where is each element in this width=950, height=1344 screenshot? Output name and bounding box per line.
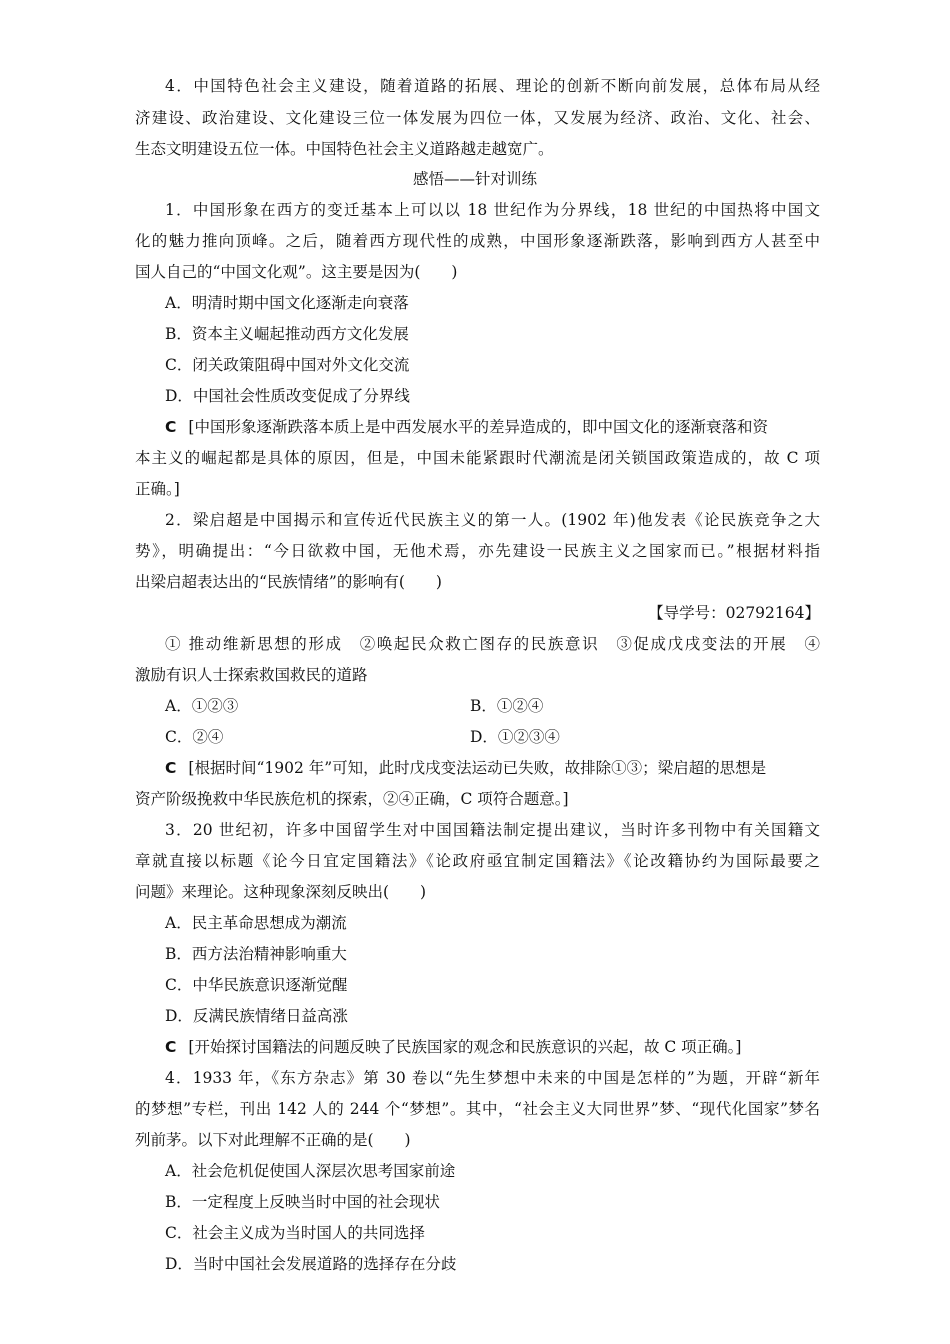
q1-stem-line: 化的魅力推向顶峰。之后，随着西方现代性的成熟，中国形象逐渐跌落，影响到西方人甚至中 [135, 232, 820, 250]
q2-option-c: C．②④ [165, 728, 224, 746]
q1-stem-line: 1．中国形象在西方的变迁基本上可以以 18 世纪作为分界线，18 世纪的中国热将中国文 [165, 201, 820, 219]
q2-stem-line: 出梁启超表达出的“民族情绪”的影响有( ) [135, 573, 442, 591]
q3-option-b: B．西方法治精神影响重大 [165, 945, 347, 963]
q2-stem-line: 2．梁启超是中国揭示和宣传近代民族主义的第一人。(1902 年)他发表《论民族竞争之大 [165, 511, 820, 529]
intro-line: 生态文明建设五位一体。中国特色社会主义道路越走越宽广。 [135, 140, 554, 158]
q2-explain-line: [根据时间“1902 年”可知，此时戊戌变法运动已失败，故排除①③；梁启超的思想是 [188, 759, 767, 777]
q1-answer-line [165, 411, 850, 443]
q2-answer-line [165, 752, 850, 784]
q2-option-d: D．①②③④ [470, 728, 560, 746]
q4-option-d: D．当时中国社会发展道路的选择存在分歧 [165, 1255, 457, 1273]
q4-option-b: B．一定程度上反映当时中国的社会现状 [165, 1193, 440, 1211]
q3-explain-line: [开始探讨国籍法的问题反映了民族国家的观念和民族意识的兴起，故 C 项正确。] [188, 1038, 742, 1056]
q4-option-c: C．社会主义成为当时国人的共同选择 [165, 1224, 425, 1242]
q2-items-line: 激励有识人士探索救国救民的道路 [135, 666, 368, 684]
q2-answer: C [165, 759, 177, 777]
section-title: 感悟——针对训练 [412, 170, 537, 188]
q2-explain-line: 资产阶级挽救中华民族危机的探索，②④正确，C 项符合题意。] [135, 790, 569, 808]
q1-explain-line: 正确。] [135, 480, 180, 498]
intro-line: 济建设、政治建设、文化建设三位一体发展为四位一体，又发展为经济、政治、文化、社会、 [135, 109, 820, 127]
q3-stem-line: 问题》来理论。这种现象深刻反映出( ) [135, 883, 427, 901]
intro-line: 4．中国特色社会主义建设，随着道路的拓展、理论的创新不断向前发展，总体布局从经 [165, 77, 820, 95]
q1-option-d: D．中国社会性质改变促成了分界线 [165, 387, 410, 405]
q1-option-b: B．资本主义崛起推动西方文化发展 [165, 325, 409, 343]
q2-option-b: B．①②④ [470, 697, 544, 715]
q4-option-a: A．社会危机促使国人深层次思考国家前途 [165, 1162, 456, 1180]
q2-option-a: A．①②③ [165, 697, 239, 715]
q2-items-line: ① 推动维新思想的形成 ②唤起民众救亡图存的民族意识 ③促成戊戌变法的开展 ④ [165, 635, 820, 653]
q3-stem-line: 章就直接以标题《论今日宜定国籍法》《论政府亟宜制定国籍法》《论改籍协约为国际最要之 [135, 852, 820, 870]
q1-explain-line: [中国形象逐渐跌落本质上是中西发展水平的差异造成的，即中国文化的逐渐衰落和资 [188, 418, 768, 436]
q3-answer: C [165, 1038, 177, 1056]
guide-number: 【导学号：02792164】 [648, 604, 820, 622]
q1-answer: C [165, 418, 177, 436]
q1-option-a: A．明清时期中国文化逐渐走向衰落 [165, 294, 409, 312]
q3-option-a: A．民主革命思想成为潮流 [165, 914, 347, 932]
q3-stem-line: 3．20 世纪初，许多中国留学生对中国国籍法制定提出建议，当时许多刊物中有关国籍文 [165, 821, 820, 839]
q1-option-c: C．闭关政策阻碍中国对外文化交流 [165, 356, 410, 374]
q1-explain-line: 本主义的崛起都是具体的原因，但是，中国未能紧跟时代潮流是闭关锁国政策造成的，故 C 项 [135, 449, 820, 467]
q3-answer-line [165, 1031, 850, 1063]
q2-stem-line: 势》，明确提出：“今日欲救中国，无他术焉，亦先建设一民族主义之国家而已。”根据材料指 [135, 542, 820, 560]
q4-stem-line: 4．1933 年，《东方杂志》第 30 卷以“先生梦想中未来的中国是怎样的”为题，开辟“新年 [165, 1069, 820, 1087]
q4-stem-line: 的梦想”专栏，刊出 142 人的 244 个“梦想”。其中，“社会主义大同世界”梦、“现代化国家”梦名 [135, 1100, 820, 1118]
q4-stem-line: 列前茅。以下对此理解不正确的是( ) [135, 1131, 411, 1149]
q1-stem-line: 国人自己的“中国文化观”。这主要是因为( ) [135, 263, 458, 281]
q3-option-c: C．中华民族意识逐渐觉醒 [165, 976, 348, 994]
q3-option-d: D．反满民族情绪日益高涨 [165, 1007, 348, 1025]
